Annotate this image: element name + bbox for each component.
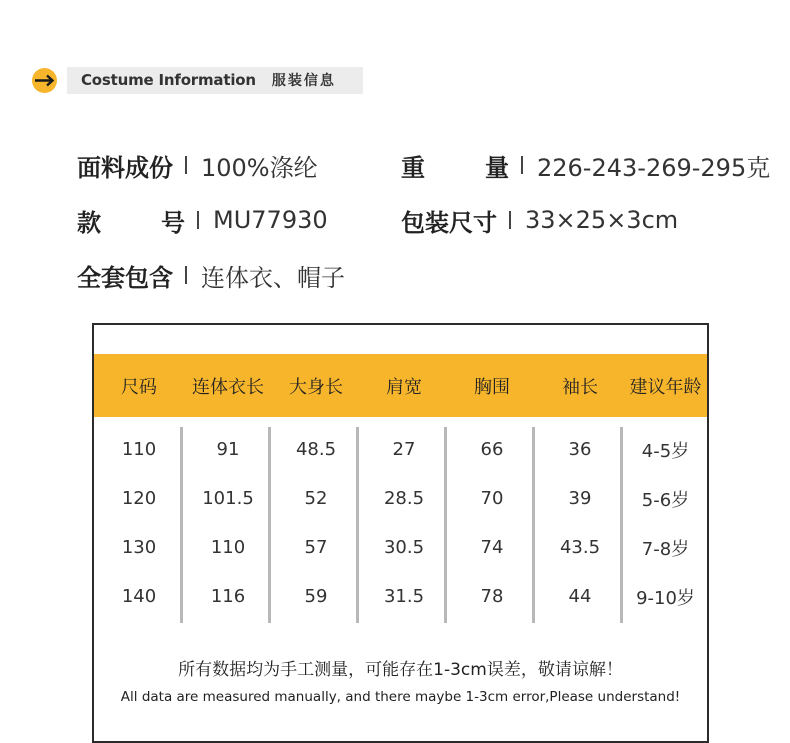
separator (197, 211, 199, 229)
table-cell: 39 (568, 488, 592, 509)
table-cell: 7-8岁 (641, 538, 690, 560)
header-title-en: Costume Information (81, 71, 256, 89)
table-cell: 140 (121, 586, 157, 607)
table-cell: 31.5 (383, 586, 425, 607)
info-row-package (401, 203, 678, 237)
fabric-label: 面料成份 (77, 153, 173, 182)
table-body (94, 425, 707, 621)
table-cell: 59 (304, 586, 328, 607)
table-cell: 30.5 (383, 537, 425, 558)
arrow-right-icon (32, 68, 57, 93)
weight-label-part: 量 (485, 153, 509, 182)
table-cell: 74 (480, 537, 504, 558)
table-header-cell: 连体衣长 (192, 376, 264, 398)
table-cell: 57 (304, 537, 328, 558)
info-row-fabric (77, 148, 318, 182)
table-row (94, 572, 707, 621)
measurement-note-en: All data are measured manually, and there maybe 1-3cm error,Please understand! (120, 689, 681, 705)
table-header-cell: 胸围 (474, 376, 510, 398)
table-cell: 28.5 (383, 488, 425, 509)
table-cell: 66 (480, 439, 504, 460)
table-cell: 116 (210, 586, 246, 607)
table-cell: 91 (216, 439, 240, 460)
table-header (94, 354, 707, 417)
separator (185, 266, 187, 284)
style-value: MU77930 (213, 206, 328, 234)
table-header-cell: 袖长 (562, 376, 598, 398)
table-cell: 27 (392, 439, 416, 460)
table-header-cell: 肩宽 (386, 376, 422, 398)
set-value: 连体衣、帽子 (201, 263, 345, 292)
table-cell: 78 (480, 586, 504, 607)
separator (521, 156, 523, 174)
section-header (32, 66, 363, 94)
table-cell: 110 (121, 439, 157, 460)
header-title-cn: 服装信息 (271, 73, 336, 89)
table-header-cell: 建议年龄 (629, 376, 702, 398)
table-cell: 44 (568, 586, 592, 607)
style-label-part: 款 (77, 208, 101, 237)
table-cell: 4-5岁 (641, 440, 690, 462)
style-label-part: 号 (161, 208, 185, 237)
fabric-value: 100%涤纶 (201, 153, 318, 182)
weight-value: 226-243-269-295克 (537, 153, 771, 182)
package-label: 包装尺寸 (401, 208, 497, 237)
table-row (94, 425, 707, 474)
info-row-style (77, 203, 328, 237)
table-cell: 5-6岁 (641, 489, 690, 511)
separator (185, 156, 187, 174)
table-header-cell: 尺码 (121, 376, 157, 398)
info-row-weight (401, 148, 770, 182)
table-row (94, 474, 707, 523)
table-cell: 48.5 (295, 439, 337, 460)
table-cell: 36 (568, 439, 592, 460)
package-value: 33×25×3cm (525, 206, 679, 234)
table-cell: 70 (480, 488, 504, 509)
weight-label (401, 148, 509, 183)
table-cell: 9-10岁 (636, 587, 695, 609)
header-band (67, 67, 363, 94)
style-label (77, 203, 185, 238)
size-table (92, 323, 709, 743)
measurement-note-cn: 所有数据均为手工测量，可能存在1-3cm误差，敬请谅解！ (178, 660, 623, 680)
table-cell: 43.5 (559, 537, 601, 558)
table-row (94, 523, 707, 572)
weight-label-part: 重 (401, 153, 425, 182)
table-cell: 52 (304, 488, 328, 509)
table-cell: 130 (121, 537, 157, 558)
table-cell: 110 (210, 537, 246, 558)
info-row-set (77, 258, 345, 292)
table-header-cell: 大身长 (289, 376, 343, 398)
table-cell: 101.5 (202, 488, 254, 509)
table-cell: 120 (121, 488, 157, 509)
separator (509, 211, 511, 229)
set-label: 全套包含 (77, 263, 173, 292)
